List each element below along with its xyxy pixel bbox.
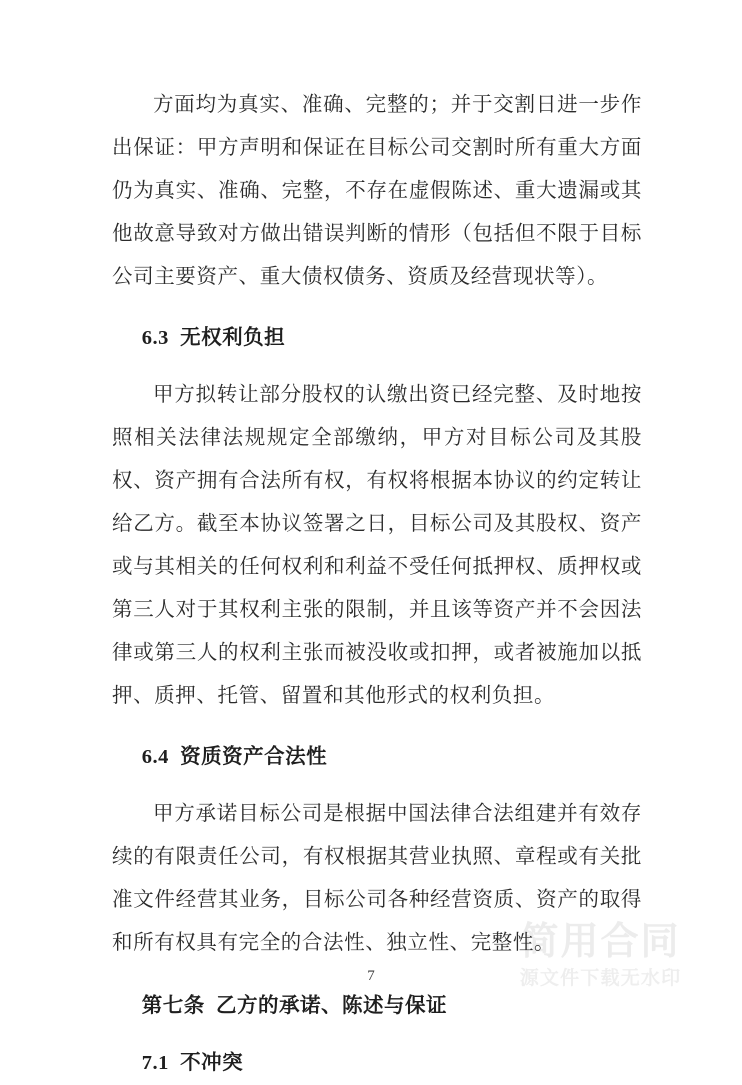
heading-6-4: 6.4 资质资产合法性 — [141, 746, 328, 768]
watermark-tagline: 源文件下载无水印 — [519, 967, 682, 989]
spacer — [112, 299, 642, 317]
page-number: 7 — [367, 968, 375, 984]
heading-7-1: 7.1 不冲突 — [141, 1052, 244, 1074]
spacer — [112, 360, 642, 374]
paragraph-6-4: 甲方承诺目标公司是根据中国法律合法组建并有效存续的有限责任公司，有权根据其营业执照、章程或有关批准文件经营其业务，目标公司各种经营资质、资产的取得和所有权具有完全的合法性、独立性、完整性。 — [112, 803, 642, 954]
heading-6-3: 6.3 无权利负担 — [141, 327, 286, 349]
paragraph-continued-6-2: 方面均为真实、准确、完整的；并于交割日进一步作出保证：甲方声明和保证在目标公司交割时所有重大方面仍为真实、准确、完整，不存在虚假陈述、重大遗漏或其他故意导致对方做出错误判断的情形（包括但不限于目标公司主要资产、重大债权债务、资质及经营现状等）。 — [112, 94, 642, 288]
spacer — [112, 718, 642, 736]
heading-article-7: 第七条 乙方的承诺、陈述与保证 — [141, 995, 447, 1017]
spacer — [112, 1028, 642, 1042]
paragraph-6-3: 甲方拟转让部分股权的认缴出资已经完整、及时地按照相关法律法规规定全部缴纳，甲方对目标公司及其股权、资产拥有合法所有权，有权将根据本协议的约定转让给乙方。截至本协议签署之日，目标公司及其股权、资产或与其相关的任何权利和利益不受任何抵押权、质押权或第三人对于其权利主张的限制，并且该等资产并不会因法律或第三人的权利主张而被没收或扣押，或者被施加以抵押、质押、托管、留置和其他形式的权利负担。 — [112, 384, 642, 707]
document-body — [112, 84, 642, 1085]
watermark-brand: 简用合同 — [520, 919, 681, 963]
spacer — [112, 779, 642, 793]
